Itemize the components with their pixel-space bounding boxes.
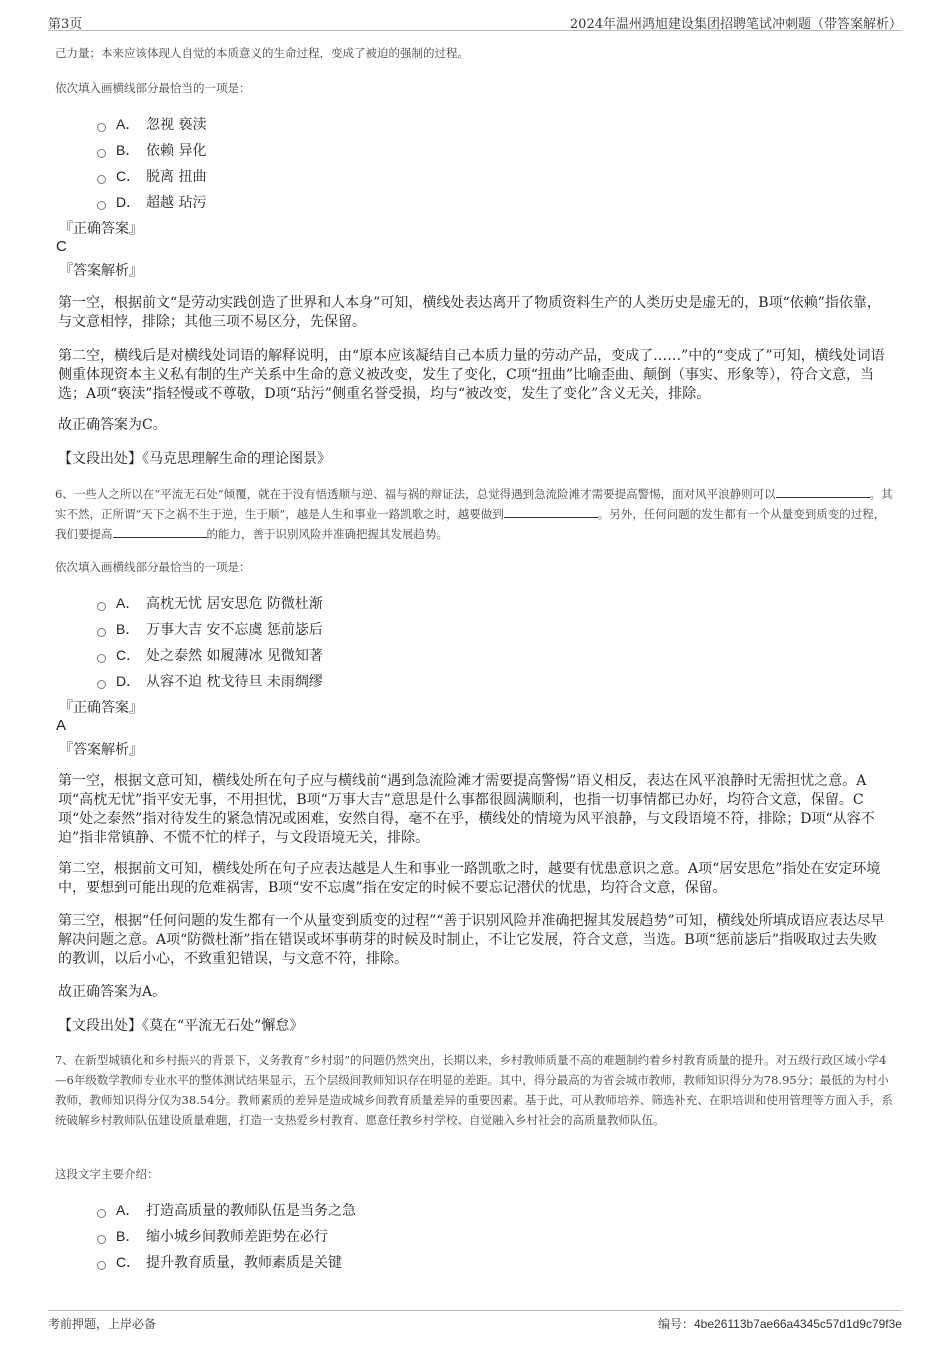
radio-icon[interactable] xyxy=(97,201,106,210)
q7-option-c[interactable]: C． 提升教育质量，教师素质是关键 xyxy=(97,1249,356,1275)
q7-options xyxy=(97,1197,356,1275)
q5-option-b[interactable]: B． 依赖 异化 xyxy=(97,137,206,163)
q5-analysis-2: 第二空，横线后是对横线处词语的解释说明，由“原本应该凝结自己本质力量的劳动产品，变成了……”中的“变成了”可知，横线处词语侧重体现资本主义私有制的生产关系中生命的意义被改变，发生了变化，C项“扭曲”比喻歪曲、颠倒（事实、形象等），符合文意，当选；A项“亵渎”指轻慢或不尊敬，D项“玷污”侧重名誉受损，均与“被改变，发生了变化”含义无关，排除。 xyxy=(58,348,885,402)
radio-icon[interactable] xyxy=(97,602,106,611)
radio-icon[interactable] xyxy=(97,1235,106,1244)
q6-analysis-label: 『答案解析』 xyxy=(59,742,143,758)
page-footer xyxy=(48,1310,902,1331)
q5-answer-label: 『正确答案』 xyxy=(59,221,143,237)
document-title: 2024年温州鸿旭建设集团招聘笔试冲刺题（带答案解析） xyxy=(569,17,902,32)
q6-analysis-1: 第一空，根据文意可知，横线处所在句子应与横线前“遇到急流险滩才需要提高警惕”语义相反，表达在风平浪静时无需担忧之意。A项“高枕无忧”指平安无事，不用担忧，B项“万事大吉”意思是什么事都很圆满顺利，也指一切事情都已办好，均符合文意，保留。C项“处之泰然”指对待发生的紧急情况或困难，安然自得，毫不在乎，横线处的情境为风平浪静，与文段语境不符，排除；D项“从容不迫”指非常镇静、不慌不忙的样子，与文段语境无关，排除。 xyxy=(58,773,875,846)
radio-icon[interactable] xyxy=(97,123,106,132)
q6-analysis-3: 第三空，根据“任何问题的发生都有一个从量变到质变的过程”“善于识别风险并准确把握其发展趋势”可知，横线处所填成语应表达尽早解决问题之意。A项“防微杜渐”指在错误或坏事萌芽的时候及时制止，不让它发展，符合文意，当选。B项“惩前毖后”指吸取过去失败的教训，以后小心，不致重犯错误，与文意不符，排除。 xyxy=(58,913,885,967)
q7-option-b[interactable]: B． 缩小城乡间教师差距势在必行 xyxy=(97,1223,356,1249)
document-id: 编号：4be26113b7ae66a4345c57d1d9c79f3e xyxy=(658,1317,902,1331)
q6-analysis-4: 故正确答案为A。 xyxy=(58,984,167,1000)
q5-stem-tail: 己力量；本来应该体现人自觉的本质意义的生命过程，变成了被迫的强制的过程。 xyxy=(55,46,469,60)
q6-source: 【文段出处】《莫在“平流无石处”懈怠》 xyxy=(58,1018,304,1034)
q6-answer: A xyxy=(56,717,67,734)
radio-icon[interactable] xyxy=(97,680,106,689)
blank-line xyxy=(113,526,207,538)
blank-line xyxy=(776,486,870,498)
q6-option-a[interactable]: A． 高枕无忧 居安思危 防微杜渐 xyxy=(97,590,323,616)
radio-icon[interactable] xyxy=(97,149,106,158)
q6-stem: 6、一些人之所以在“平流无石处”倾覆，就在于没有悟透顺与逆、福与祸的辩证法，总觉得遇到急流险滩才需要提高警惕，面对风平浪静则可以 。其实不然，正所谓“天下之祸不生于逆，生于顺”，越是人生和事业一路凯歌之时，越要做到 。另外，任何问题的发生都有一个从量变到质变的过程，我们要提高 的能力，善于识别风险并准确把握其发展趋势。 xyxy=(55,487,893,541)
radio-icon[interactable] xyxy=(97,175,106,184)
q7-prompt: 这段文字主要介绍： xyxy=(55,1167,159,1181)
q7-stem: 7、在新型城镇化和乡村振兴的背景下，义务教育“乡村弱”的问题仍然突出，长期以来，乡村教师质量不高的难题制约着乡村教育质量的提升。对五级行政区域小学4—6年级数学教师专业水平的整体测试结果显示，五个层级间教师知识存在明显的差距。其中，得分最高的为省会城市教师，教师知识得分为78.95分；最低的为村小教师，教师知识得分仅为38.54分。教师素质的差异是造成城乡间教育质量差异的重要因素。基于此，可从教师培养、筛选补充、在职培训和使用管理等方面入手，系统破解乡村教师队伍建设质量难题，打造一支热爱乡村教育、愿意任教乡村学校、自觉融入乡村社会的高质量教师队伍。 xyxy=(55,1053,893,1127)
q5-options xyxy=(97,111,206,215)
page-header xyxy=(48,10,902,31)
radio-icon[interactable] xyxy=(97,654,106,663)
q5-prompt: 依次填入画横线部分最恰当的一项是： xyxy=(55,81,251,95)
radio-icon[interactable] xyxy=(97,1209,106,1218)
q6-answer-label: 『正确答案』 xyxy=(59,700,143,716)
q6-option-d[interactable]: D． 从容不迫 枕戈待旦 未雨绸缪 xyxy=(97,668,323,694)
q7-option-a[interactable]: A． 打造高质量的教师队伍是当务之急 xyxy=(97,1197,356,1223)
q6-option-b[interactable]: B． 万事大吉 安不忘虞 惩前毖后 xyxy=(97,616,323,642)
blank-line xyxy=(504,506,598,518)
q5-option-d[interactable]: D． 超越 玷污 xyxy=(97,189,206,215)
q5-answer: C xyxy=(56,238,67,255)
q5-option-a[interactable]: A． 忽视 亵渎 xyxy=(97,111,206,137)
q5-analysis-label: 『答案解析』 xyxy=(59,263,143,279)
page-number: 第3页 xyxy=(48,17,83,32)
footer-slogan: 考前押题，上岸必备 xyxy=(48,1317,157,1331)
radio-icon[interactable] xyxy=(97,628,106,637)
q6-analysis-2: 第二空，根据前文可知，横线处所在句子应表达越是人生和事业一路凯歌之时，越要有忧患意识之意。A项“居安思危”指处在安定环境中，要想到可能出现的危难祸害，B项“安不忘虞”指在安定的时候不要忘记潜伏的忧患，均符合文意，保留。 xyxy=(58,861,881,896)
q6-options xyxy=(97,590,323,694)
q6-prompt: 依次填入画横线部分最恰当的一项是： xyxy=(55,560,251,574)
q5-option-c[interactable]: C． 脱离 扭曲 xyxy=(97,163,206,189)
radio-icon[interactable] xyxy=(97,1261,106,1270)
q6-option-c[interactable]: C． 处之泰然 如履薄冰 见微知著 xyxy=(97,642,323,668)
q5-analysis-1: 第一空，根据前文“是劳动实践创造了世界和人本身”可知，横线处表达离开了物质资料生产的人类历史是虚无的，B项“依赖”指依靠，与文意相悖，排除；其他三项不易区分，先保留。 xyxy=(58,295,881,330)
q5-analysis-3: 故正确答案为C。 xyxy=(58,417,167,433)
q5-source: 【文段出处】《马克思理解生命的理论图景》 xyxy=(58,451,331,467)
